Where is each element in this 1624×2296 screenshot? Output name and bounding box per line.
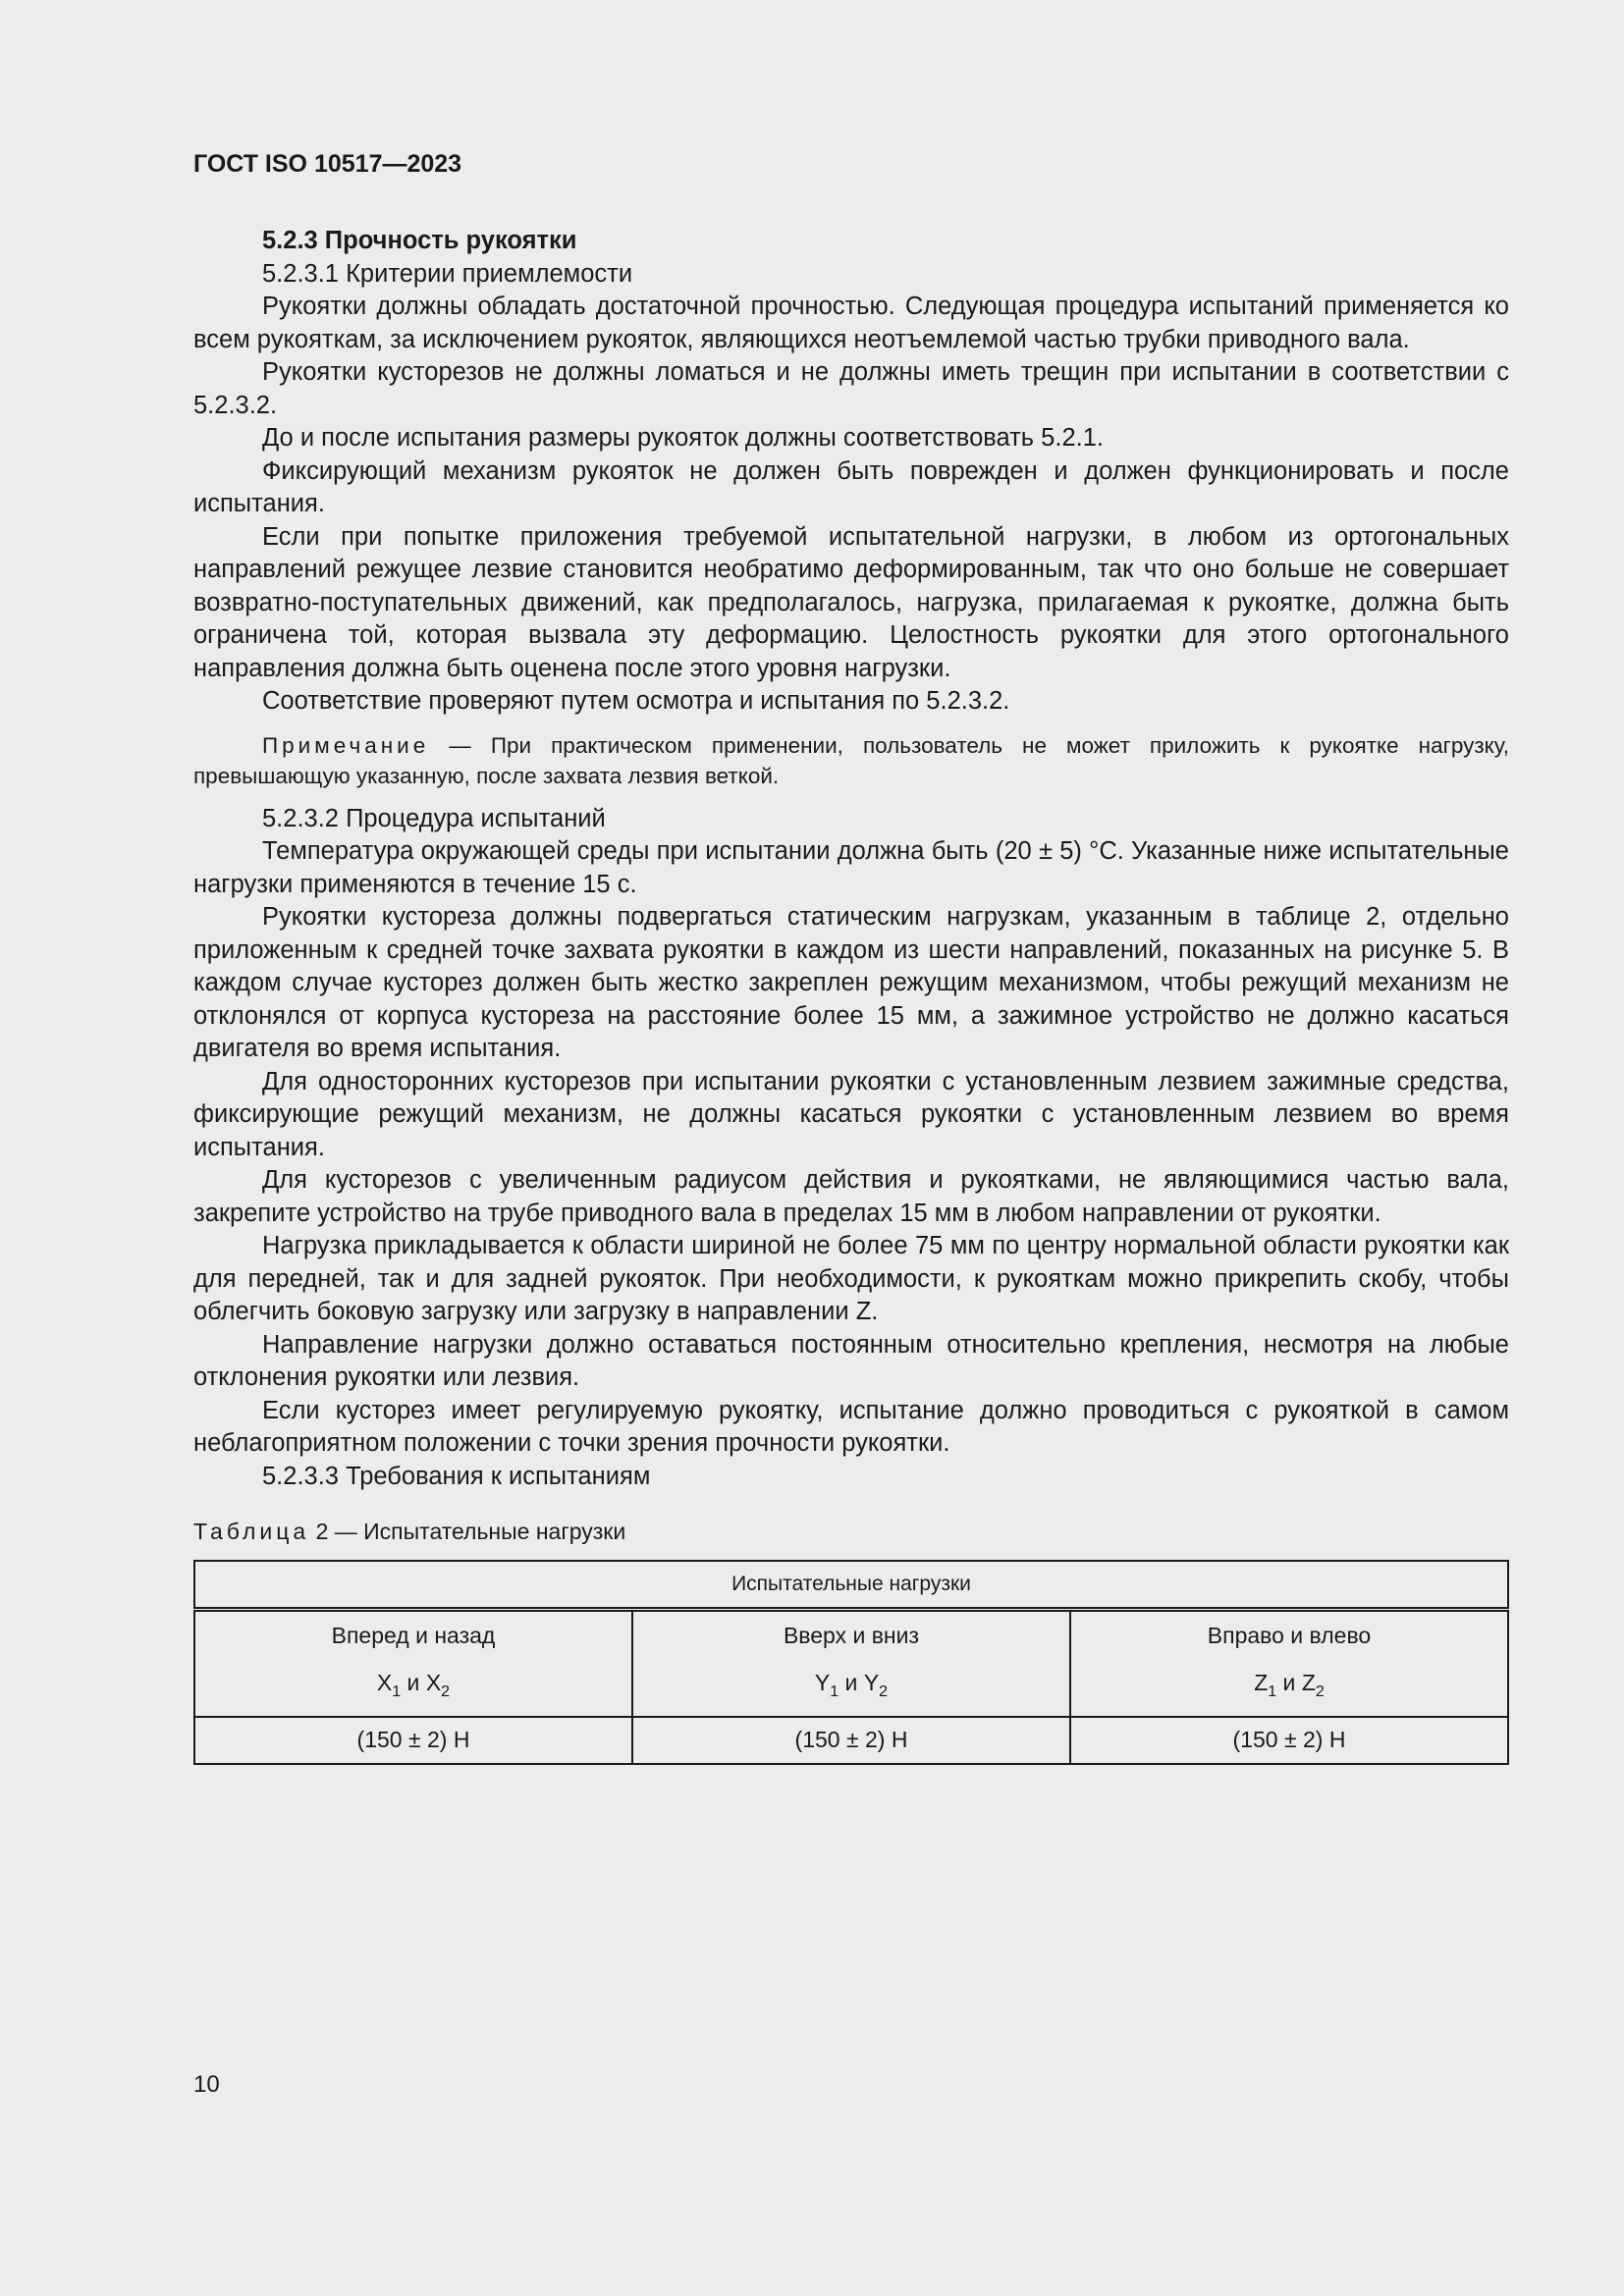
direction-label: Вверх и вниз [783,1623,920,1648]
subsection-title: 5.2.3.3 Требования к испытаниям [262,1462,651,1490]
paragraph: Если кусторез имеет регулируемую рукоятку, испытание должно проводиться с рукояткой в самом неблагоприятном положении с точки зрения прочности рукоятки. [193,1396,1509,1457]
test-loads-table [193,1560,1509,1765]
note [193,730,1509,791]
table-header-cell [632,1610,1070,1718]
table-cell: (150 ± 2) Н [632,1717,1070,1764]
page-number: 10 [193,2071,220,2098]
table-caption [193,1515,1509,1548]
paragraph: Фиксирующий механизм рукояток не должен быть поврежден и должен функционировать и после испытания. [193,456,1509,517]
table-header-cell [1070,1610,1508,1718]
paragraph: Если при попытке приложения требуемой испытательной нагрузки, в любом из ортогональных направлений режущее лезвие становится необратимо деформированным, так что оно больше не совершает возвратно-поступательных движений, как предполагалось, нагрузка, прилагаемая к рукоятке, должна быть ограничена той, которая вызвала эту деформацию. Целостность рукоятки для этого ортогонального направления должна быть оценена после этого уровня нагрузки. [193,522,1509,682]
paragraph: Рукоятки должны обладать достаточной прочностью. Следующая процедура испытаний применяется ко всем рукояткам, за исключением рукояток, являющихся неотъемлемой частью трубки приводного вала. [193,293,1509,353]
document-page [193,0,1509,2296]
paragraph: До и после испытания размеры рукояток должны соответствовать 5.2.1. [262,424,1104,452]
table-header-cell [194,1610,632,1718]
table-caption-text: 2 — Испытательные нагрузки [309,1519,626,1544]
document-header: ГОСТ ISO 10517—2023 [193,150,462,178]
subsection-title: 5.2.3.2 Процедура испытаний [262,804,606,832]
subsection-title: 5.2.3.1 Критерии приемлемости [262,259,633,288]
table-row [194,1717,1508,1764]
direction-label: Вперед и назад [331,1623,496,1648]
table-row [194,1561,1508,1610]
table-row [194,1610,1508,1718]
direction-label: Вправо и влево [1207,1623,1372,1648]
axis-label: $X_1$ и $X_2$ [376,1670,451,1700]
document-body [193,225,1509,1765]
note-text: — При практическом применении, пользователь не может приложить к рукоятке нагрузку, превышающую указанную, после захвата лезвия веткой. [193,732,1509,788]
axis-label: $Y_1$ и $Y_2$ [814,1670,889,1700]
paragraph: Рукоятки кустореза должны подвергаться статическим нагрузкам, указанным в таблице 2, отдельно приложенным к средней точке захвата рукоятки в каждом из шести направлений, показанных на рисунке 5. В каждом случае кусторез должен быть жестко закреплен режущим механизмом, чтобы режущий механизм не отклонялся от корпуса кустореза на расстояние более 15 мм, а зажимное устройство не должно касаться двигателя во время испытания. [193,903,1509,1062]
section-title: 5.2.3 Прочность рукоятки [262,227,577,254]
paragraph: Для кусторезов с увеличенным радиусом действия и рукоятками, не являющимися частью вала, закрепите устройство на трубе приводного вала в пределах 15 мм в любом направлении от рукоятки. [193,1166,1509,1227]
table-cell: (150 ± 2) Н [1070,1717,1508,1764]
table-caption-label: Таблица [193,1519,310,1544]
paragraph: Температура окружающей среды при испытании должна быть (20 ± 5) °С. Указанные ниже испытательные нагрузки применяются в течение 15 с. [193,837,1509,898]
note-label: Примечание [262,732,430,758]
paragraph: Соответствие проверяют путем осмотра и испытания по 5.2.3.2. [262,687,1010,715]
table-group-header: Испытательные нагрузки [194,1561,1508,1610]
table-cell: (150 ± 2) Н [194,1717,632,1764]
paragraph: Для односторонних кусторезов при испытании рукоятки с установленным лезвием зажимные средства, фиксирующие режущий механизм, не должны касаться рукоятки с установленным лезвием во время испытания. [193,1067,1509,1161]
paragraph: Рукоятки кусторезов не должны ломаться и не должны иметь трещин при испытании в соответствии с 5.2.3.2. [193,358,1509,419]
axis-label: $Z_1$ и $Z_2$ [1254,1670,1325,1700]
paragraph: Нагрузка прикладывается к области шириной не более 75 мм по центру нормальной области рукоятки как для передней, так и для задней рукояток. При необходимости, к рукояткам можно прикрепить скобу, чтобы облегчить боковую загрузку или загрузку в направлении Z. [193,1232,1509,1325]
paragraph: Направление нагрузки должно оставаться постоянным относительно крепления, несмотря на любые отклонения рукоятки или лезвия. [193,1330,1509,1391]
